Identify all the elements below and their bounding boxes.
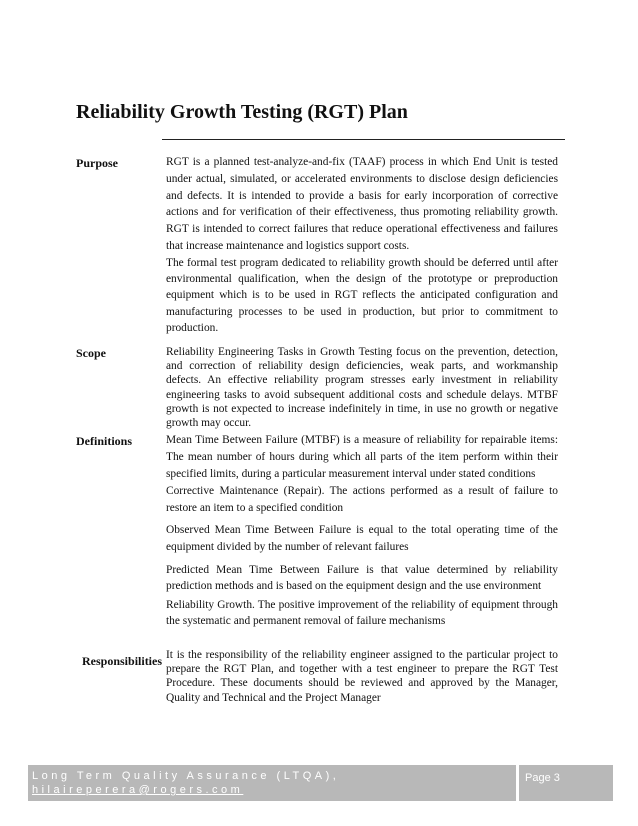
footer-info	[32, 769, 515, 797]
page-title: Reliability Growth Testing (RGT) Plan	[76, 101, 408, 123]
page-footer	[28, 765, 613, 801]
footer-organization: Long Term Quality Assurance (LTQA),	[32, 770, 340, 782]
section-label-definitions: Definitions	[76, 434, 133, 448]
definition-mtbf: Mean Time Between Failure (MTBF) is a measure of reliability for repairable items: The mean number of hours during which all parts of the item perform within their specified limits, during a particular measurement interval under stated conditions	[166, 434, 558, 480]
page-number: Page 3	[525, 772, 560, 784]
purpose-paragraph-2: The formal test program dedicated to reliability growth should be deferred until after environmental qualification, when the design of the prototype or preproduction equipment which is to be used in RGT reflects the anticipated configuration and manufacturing processes to be used in production, but prior to commitment to production.	[166, 257, 558, 334]
footer-email-link[interactable]: hilaireperera@rogers.com	[32, 784, 244, 796]
purpose-paragraph-1: RGT is a planned test-analyze-and-fix (TAAF) process in which End Unit is tested under actual, simulated, or accelerated environments to disclose design deficiencies and defects. It is intended to provide a basis for early incorporation of corrective actions and for verification of their effectiveness, thus promoting reliability growth. RGT is intended to correct failures that reduce operational effectiveness and failures that increase maintenance and logistics support costs.	[166, 156, 558, 252]
definition-corrective-maintenance: Corrective Maintenance (Repair). The actions performed as a result of failure to restore an item to a specified condition	[166, 485, 558, 514]
section-label-purpose: Purpose	[76, 156, 118, 170]
definition-reliability-growth: Reliability Growth. The positive improvement of the reliability of equipment through the systematic and permanent removal of failure mechanisms	[166, 599, 558, 628]
definition-observed-mtbf: Observed Mean Time Between Failure is equal to the total operating time of the equipment divided by the number of relevant failures	[166, 524, 558, 553]
section-label-responsibilities: Responsibilities	[82, 654, 163, 668]
section-label-scope: Scope	[76, 346, 106, 360]
scope-paragraph: Reliability Engineering Tasks in Growth Testing focus on the prevention, detection, and correction of reliability design deficiencies, weak parts, and workmanship defects. An effective reliability program stresses early investment in reliability engineering tasks to avoid subsequent additional costs and schedule delays. MTBF growth is not expected to increase indefinitely in time, in use no growth or negative growth may occur.	[166, 346, 558, 430]
footer-divider	[516, 765, 519, 801]
definition-predicted-mtbf: Predicted Mean Time Between Failure is that value determined by reliability prediction methods and is based on the equipment design and the use environment	[166, 564, 558, 593]
responsibilities-paragraph: It is the responsibility of the reliability engineer assigned to the particular project to prepare the RGT Plan, and together with a test engineer to prepare the RGT Test Procedure. These documents should be reviewed and approved by the Manager, Quality and Technical and the Project Manager	[166, 649, 558, 704]
title-divider	[162, 139, 565, 140]
